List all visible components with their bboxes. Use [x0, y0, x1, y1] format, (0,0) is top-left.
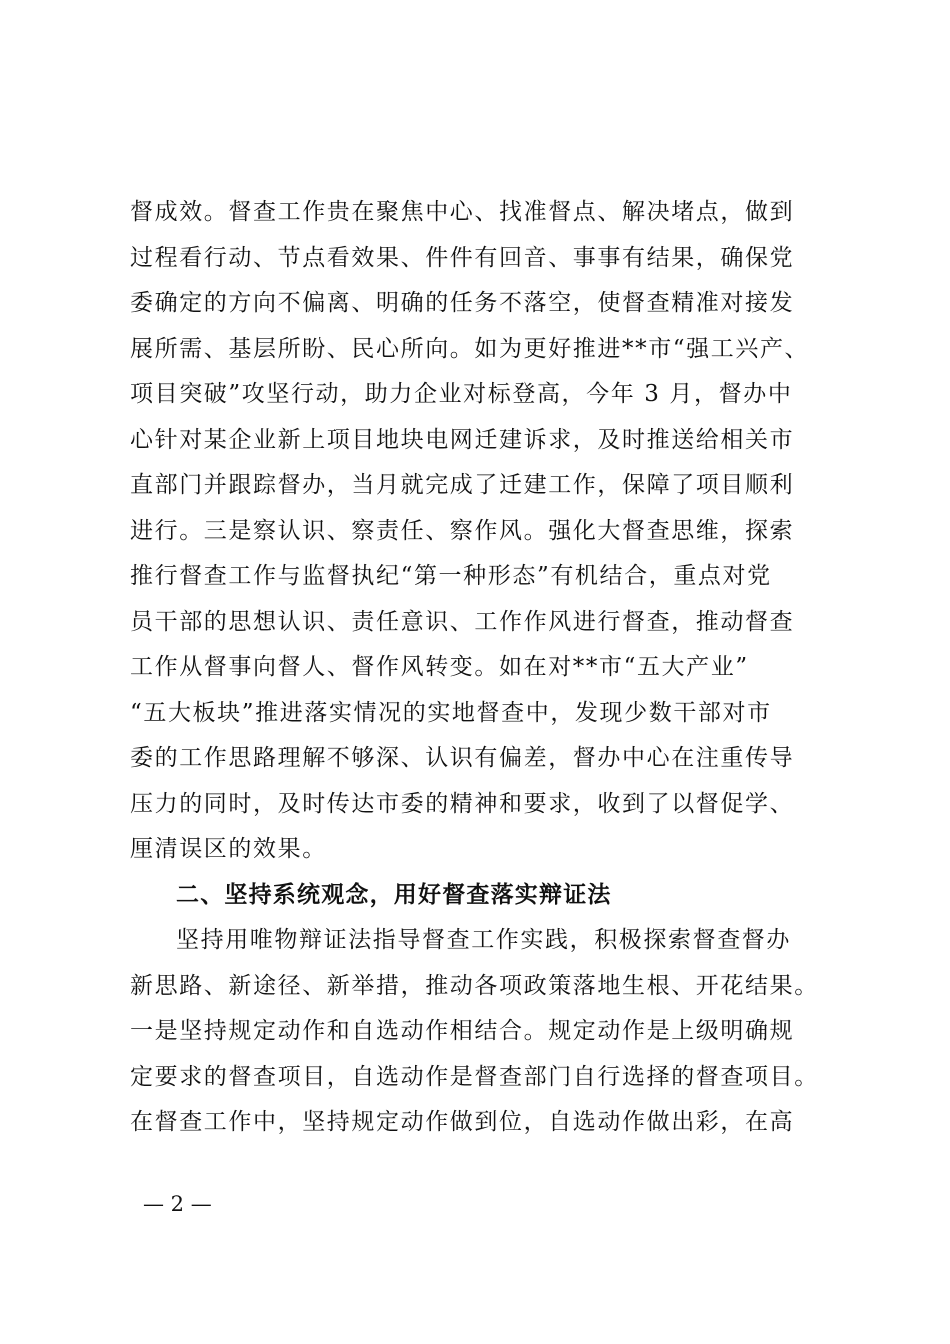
text-line: 定要求的督查项目，自选动作是督查部门自行选择的督查项目。 [130, 1063, 819, 1090]
body-text [130, 190, 830, 1146]
section-heading: 二、坚持系统观念，用好督查落实辩证法 [176, 881, 612, 908]
text-line: 委的工作思路理解不够深、认识有偏差，督办中心在注重传导 [130, 745, 795, 771]
text-line: 展所需、基层所盼、民心所向。如为更好推进**市“强工兴产、 [130, 335, 810, 362]
text-line: 厘清误区的效果。 [130, 836, 327, 862]
text-line: 工作从督事向督人、督作风转变。如在对**市“五大产业” [130, 654, 749, 680]
text-line: 坚持用唯物辩证法指导督查工作实践，积极探索督查督办 [176, 927, 791, 953]
text-line: 在督查工作中，坚持规定动作做到位，自选动作做出彩，在高 [130, 1109, 795, 1135]
text-line: 项目突破”攻坚行动，助力企业对标登高，今年 3 月，督办中 [130, 381, 793, 407]
text-line: 员干部的思想认识、责任意识、工作作风进行督查，推动督查 [130, 608, 795, 635]
text-line: 新思路、新途径、新举措，推动各项政策落地生根、开花结果。 [130, 972, 819, 999]
page-number: — 2 — [143, 1192, 212, 1216]
text-line: 进行。三是察认识、察责任、察作风。强化大督查思维，探索 [130, 517, 795, 544]
text-line: 过程看行动、节点看效果、件件有回音、事事有结果，确保党 [130, 244, 795, 271]
text-line: 一是坚持规定动作和自选动作相结合。规定动作是上级明确规 [130, 1018, 795, 1044]
text-line: 委确定的方向不偏离、明确的任务不落空，使督查精准对接发 [130, 290, 795, 316]
text-line: 推行督查工作与监督执纪“第一种形态”有机结合，重点对党 [130, 563, 772, 589]
text-line: 督成效。督查工作贵在聚焦中心、找准督点、解决堵点，做到 [130, 199, 795, 225]
text-line: 压力的同时，及时传达市委的精神和要求，收到了以督促学、 [130, 790, 795, 817]
text-line: “五大板块”推进落实情况的实地督查中，发现少数干部对市 [130, 699, 772, 726]
text-line: 直部门并跟踪督办，当月就完成了迁建工作，保障了项目顺利 [130, 472, 795, 498]
text-line: 心针对某企业新上项目地块电网迁建诉求，及时推送给相关市 [130, 426, 795, 453]
